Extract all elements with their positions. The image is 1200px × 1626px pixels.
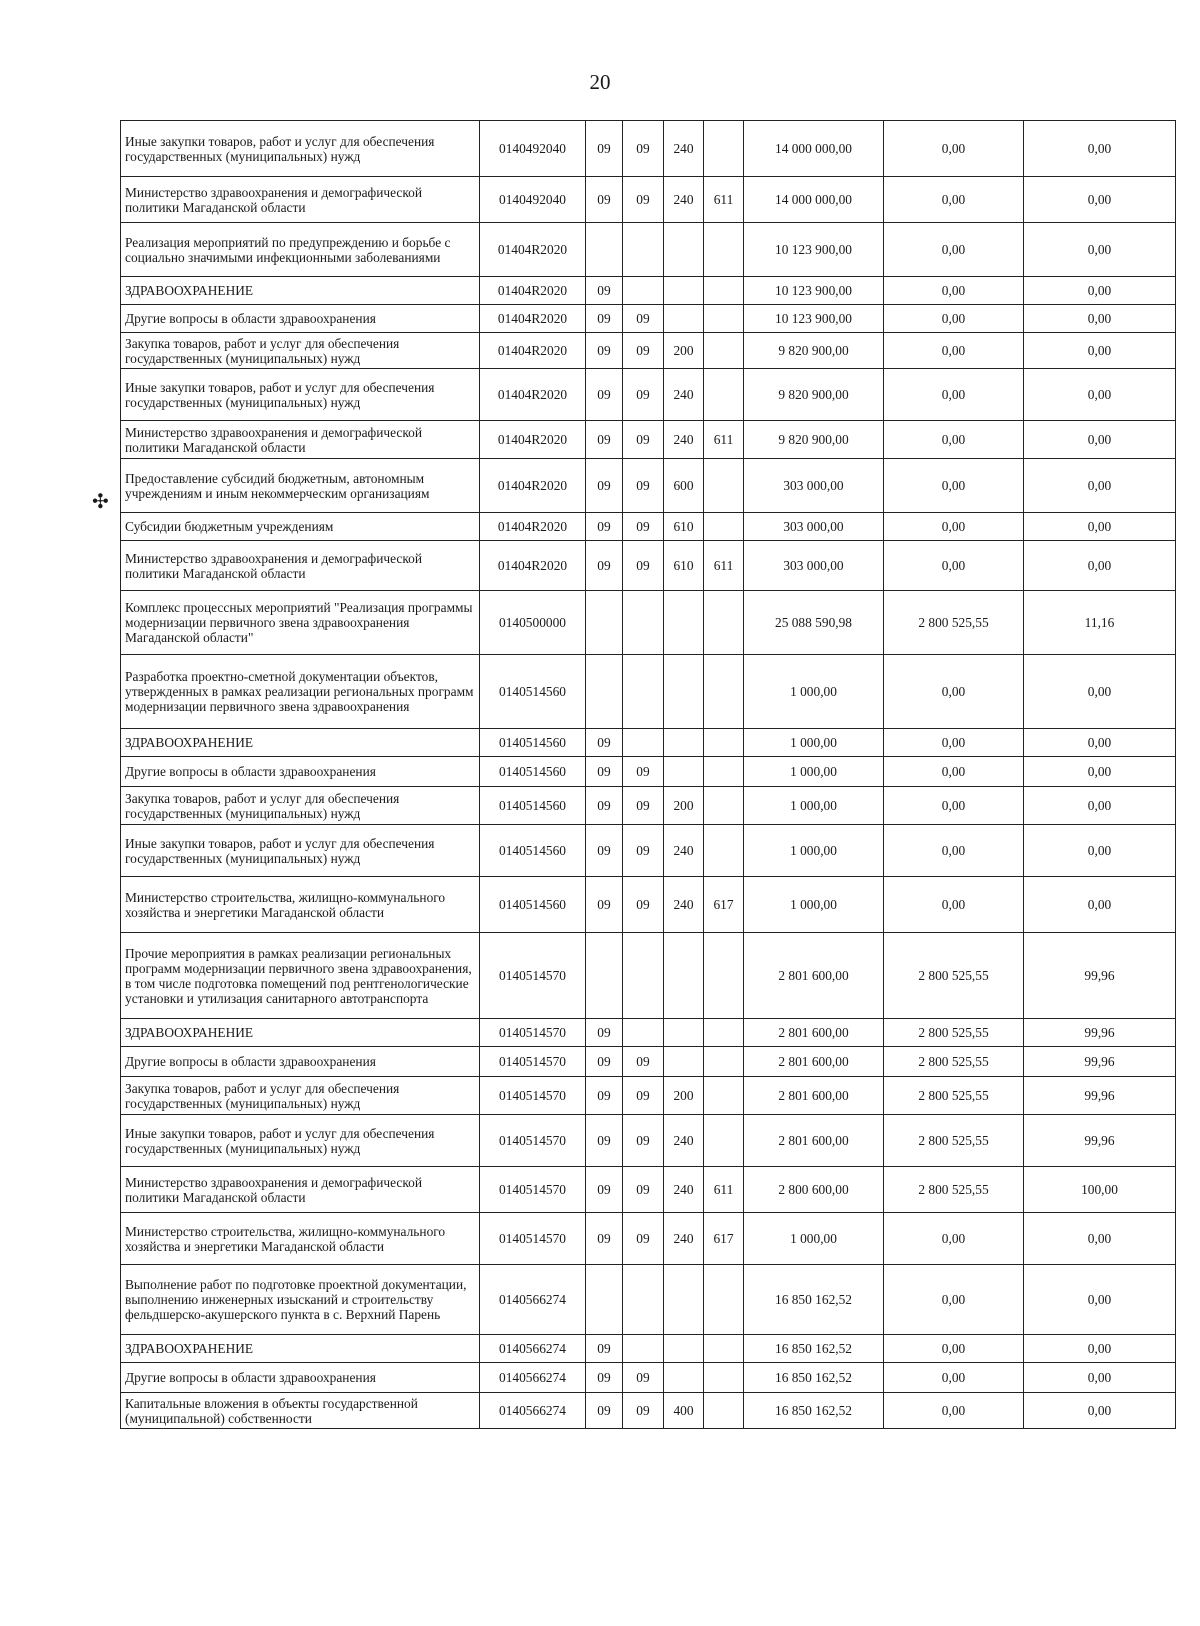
target-article-code: 0140514560 [480, 655, 586, 729]
target-article-code: 01404R2020 [480, 369, 586, 421]
actual-amount: 0,00 [884, 305, 1024, 333]
table-row [121, 333, 1176, 369]
actual-amount: 0,00 [884, 277, 1024, 305]
table-row [121, 1115, 1176, 1167]
row-name: Комплекс процессных мероприятий "Реализация программы модернизации первичного звена здравоохранения Магаданской области" [121, 591, 480, 655]
planned-amount: 303 000,00 [744, 459, 884, 513]
subsection-code [623, 1019, 664, 1047]
actual-amount: 2 800 525,55 [884, 1019, 1024, 1047]
actual-amount: 0,00 [884, 1213, 1024, 1265]
expense-type-code: 400 [664, 1393, 704, 1429]
subsection-code: 09 [623, 1115, 664, 1167]
target-article-code: 0140514570 [480, 1213, 586, 1265]
administrator-code: 611 [704, 1167, 744, 1213]
actual-amount: 0,00 [884, 223, 1024, 277]
administrator-code [704, 305, 744, 333]
row-name: Реализация мероприятий по предупреждению и борьбе с социально значимыми инфекционными заболеваниями [121, 223, 480, 277]
subsection-code [623, 933, 664, 1019]
execution-percent: 0,00 [1024, 1335, 1176, 1363]
table-row [121, 787, 1176, 825]
execution-percent: 0,00 [1024, 787, 1176, 825]
target-article-code: 0140566274 [480, 1363, 586, 1393]
expense-type-code [664, 223, 704, 277]
target-article-code: 0140514570 [480, 1019, 586, 1047]
expense-type-code [664, 277, 704, 305]
row-name: Иные закупки товаров, работ и услуг для обеспечения государственных (муниципальных) нужд [121, 369, 480, 421]
planned-amount: 1 000,00 [744, 825, 884, 877]
expense-type-code [664, 1265, 704, 1335]
row-name: Иные закупки товаров, работ и услуг для обеспечения государственных (муниципальных) нужд [121, 121, 480, 177]
execution-percent: 0,00 [1024, 223, 1176, 277]
section-code: 09 [586, 1115, 623, 1167]
execution-percent: 99,96 [1024, 1077, 1176, 1115]
administrator-code [704, 223, 744, 277]
planned-amount: 2 801 600,00 [744, 1115, 884, 1167]
expense-type-code [664, 1363, 704, 1393]
section-code: 09 [586, 333, 623, 369]
target-article-code: 0140566274 [480, 1335, 586, 1363]
administrator-code [704, 591, 744, 655]
expense-type-code: 200 [664, 787, 704, 825]
row-name: Министерство строительства, жилищно-коммунального хозяйства и энергетики Магаданской области [121, 1213, 480, 1265]
section-code: 09 [586, 1335, 623, 1363]
row-name: Министерство здравоохранения и демографической политики Магаданской области [121, 177, 480, 223]
subsection-code: 09 [623, 1077, 664, 1115]
section-code: 09 [586, 305, 623, 333]
administrator-code: 611 [704, 177, 744, 223]
expense-type-code: 240 [664, 1213, 704, 1265]
administrator-code [704, 277, 744, 305]
row-name: Закупка товаров, работ и услуг для обеспечения государственных (муниципальных) нужд [121, 333, 480, 369]
section-code: 09 [586, 825, 623, 877]
planned-amount: 16 850 162,52 [744, 1363, 884, 1393]
execution-percent: 0,00 [1024, 1213, 1176, 1265]
subsection-code: 09 [623, 1167, 664, 1213]
section-code: 09 [586, 1167, 623, 1213]
administrator-code [704, 333, 744, 369]
subsection-code: 09 [623, 541, 664, 591]
section-code [586, 591, 623, 655]
section-code: 09 [586, 1363, 623, 1393]
section-code: 09 [586, 369, 623, 421]
target-article-code: 01404R2020 [480, 421, 586, 459]
subsection-code: 09 [623, 513, 664, 541]
expense-type-code: 240 [664, 1115, 704, 1167]
execution-percent: 0,00 [1024, 877, 1176, 933]
section-code: 09 [586, 459, 623, 513]
actual-amount: 2 800 525,55 [884, 1047, 1024, 1077]
planned-amount: 14 000 000,00 [744, 121, 884, 177]
table-row [121, 1077, 1176, 1115]
expense-type-code [664, 1047, 704, 1077]
administrator-code [704, 121, 744, 177]
table-row [121, 541, 1176, 591]
expense-type-code: 200 [664, 333, 704, 369]
section-code: 09 [586, 787, 623, 825]
execution-percent: 0,00 [1024, 421, 1176, 459]
administrator-code: 611 [704, 541, 744, 591]
expense-type-code: 600 [664, 459, 704, 513]
row-name: Иные закупки товаров, работ и услуг для обеспечения государственных (муниципальных) нужд [121, 1115, 480, 1167]
row-name: Другие вопросы в области здравоохранения [121, 1363, 480, 1393]
row-name: Предоставление субсидий бюджетным, автономным учреждениям и иным некоммерческим организациям [121, 459, 480, 513]
expense-type-code [664, 1335, 704, 1363]
row-name: Субсидии бюджетным учреждениям [121, 513, 480, 541]
execution-percent: 0,00 [1024, 305, 1176, 333]
expense-type-code [664, 655, 704, 729]
execution-percent: 0,00 [1024, 1363, 1176, 1393]
execution-percent: 0,00 [1024, 333, 1176, 369]
administrator-code [704, 1363, 744, 1393]
table-row [121, 459, 1176, 513]
administrator-code [704, 1115, 744, 1167]
execution-percent: 0,00 [1024, 541, 1176, 591]
section-code: 09 [586, 541, 623, 591]
table-row [121, 757, 1176, 787]
execution-percent: 0,00 [1024, 729, 1176, 757]
budget-table [120, 120, 1176, 1429]
section-code [586, 933, 623, 1019]
expense-type-code [664, 305, 704, 333]
expense-type-code: 610 [664, 541, 704, 591]
expense-type-code: 200 [664, 1077, 704, 1115]
target-article-code: 0140514560 [480, 877, 586, 933]
section-code [586, 223, 623, 277]
section-code: 09 [586, 757, 623, 787]
planned-amount: 1 000,00 [744, 877, 884, 933]
actual-amount: 0,00 [884, 1265, 1024, 1335]
planned-amount: 1 000,00 [744, 757, 884, 787]
table-row [121, 369, 1176, 421]
actual-amount: 0,00 [884, 1393, 1024, 1429]
administrator-code [704, 459, 744, 513]
administrator-code [704, 729, 744, 757]
subsection-code [623, 729, 664, 757]
administrator-code [704, 655, 744, 729]
target-article-code: 0140514570 [480, 1047, 586, 1077]
target-article-code: 0140514570 [480, 1115, 586, 1167]
administrator-code [704, 513, 744, 541]
planned-amount: 2 800 600,00 [744, 1167, 884, 1213]
actual-amount: 2 800 525,55 [884, 1167, 1024, 1213]
administrator-code: 611 [704, 421, 744, 459]
subsection-code: 09 [623, 877, 664, 933]
expense-type-code: 240 [664, 825, 704, 877]
actual-amount: 0,00 [884, 421, 1024, 459]
subsection-code [623, 655, 664, 729]
expense-type-code: 610 [664, 513, 704, 541]
subsection-code: 09 [623, 757, 664, 787]
table-row [121, 1167, 1176, 1213]
planned-amount: 303 000,00 [744, 541, 884, 591]
subsection-code: 09 [623, 1363, 664, 1393]
execution-percent: 0,00 [1024, 121, 1176, 177]
table-row [121, 1265, 1176, 1335]
planned-amount: 2 801 600,00 [744, 933, 884, 1019]
row-name: ЗДРАВООХРАНЕНИЕ [121, 729, 480, 757]
section-code: 09 [586, 1047, 623, 1077]
target-article-code: 0140566274 [480, 1393, 586, 1429]
execution-percent: 0,00 [1024, 655, 1176, 729]
execution-percent: 0,00 [1024, 825, 1176, 877]
execution-percent: 0,00 [1024, 1393, 1176, 1429]
subsection-code: 09 [623, 421, 664, 459]
table-row [121, 421, 1176, 459]
administrator-code [704, 369, 744, 421]
actual-amount: 0,00 [884, 877, 1024, 933]
administrator-code [704, 1393, 744, 1429]
target-article-code: 01404R2020 [480, 333, 586, 369]
planned-amount: 16 850 162,52 [744, 1393, 884, 1429]
planned-amount: 10 123 900,00 [744, 223, 884, 277]
row-name: ЗДРАВООХРАНЕНИЕ [121, 277, 480, 305]
target-article-code: 0140514560 [480, 757, 586, 787]
row-name: Разработка проектно-сметной документации объектов, утвержденных в рамках реализации региональных программ модернизации первичного звена здравоохранения [121, 655, 480, 729]
subsection-code: 09 [623, 1213, 664, 1265]
row-name: Министерство строительства, жилищно-коммунального хозяйства и энергетики Магаданской области [121, 877, 480, 933]
subsection-code: 09 [623, 369, 664, 421]
subsection-code: 09 [623, 787, 664, 825]
row-name: ЗДРАВООХРАНЕНИЕ [121, 1335, 480, 1363]
row-name: Капитальные вложения в объекты государственной (муниципальной) собственности [121, 1393, 480, 1429]
execution-percent: 99,96 [1024, 1047, 1176, 1077]
actual-amount: 0,00 [884, 333, 1024, 369]
expense-type-code [664, 1019, 704, 1047]
actual-amount: 0,00 [884, 369, 1024, 421]
page-number: 20 [589, 70, 611, 94]
target-article-code: 0140492040 [480, 177, 586, 223]
table-row [121, 825, 1176, 877]
row-name: Другие вопросы в области здравоохранения [121, 305, 480, 333]
row-name: Министерство здравоохранения и демографической политики Магаданской области [121, 541, 480, 591]
planned-amount: 1 000,00 [744, 655, 884, 729]
section-code [586, 655, 623, 729]
subsection-code: 09 [623, 177, 664, 223]
execution-percent: 99,96 [1024, 1019, 1176, 1047]
subsection-code [623, 223, 664, 277]
expense-type-code: 240 [664, 877, 704, 933]
section-code [586, 1265, 623, 1335]
expense-type-code [664, 591, 704, 655]
planned-amount: 16 850 162,52 [744, 1335, 884, 1363]
administrator-code [704, 1077, 744, 1115]
administrator-code [704, 825, 744, 877]
subsection-code: 09 [623, 1393, 664, 1429]
expense-type-code: 240 [664, 369, 704, 421]
table-row [121, 177, 1176, 223]
actual-amount: 0,00 [884, 825, 1024, 877]
table-row [121, 1047, 1176, 1077]
actual-amount: 0,00 [884, 459, 1024, 513]
administrator-code [704, 757, 744, 787]
table-row [121, 121, 1176, 177]
expense-type-code: 240 [664, 177, 704, 223]
administrator-code [704, 933, 744, 1019]
subsection-code: 09 [623, 825, 664, 877]
section-code: 09 [586, 1393, 623, 1429]
section-code: 09 [586, 1019, 623, 1047]
actual-amount: 0,00 [884, 177, 1024, 223]
actual-amount: 2 800 525,55 [884, 1077, 1024, 1115]
actual-amount: 0,00 [884, 757, 1024, 787]
planned-amount: 1 000,00 [744, 729, 884, 757]
subsection-code [623, 591, 664, 655]
planned-amount: 14 000 000,00 [744, 177, 884, 223]
actual-amount: 2 800 525,55 [884, 1115, 1024, 1167]
target-article-code: 01404R2020 [480, 541, 586, 591]
row-name: Другие вопросы в области здравоохранения [121, 1047, 480, 1077]
execution-percent: 0,00 [1024, 757, 1176, 787]
target-article-code: 0140514570 [480, 1077, 586, 1115]
section-code: 09 [586, 277, 623, 305]
table-row [121, 655, 1176, 729]
administrator-code [704, 1047, 744, 1077]
subsection-code: 09 [623, 121, 664, 177]
target-article-code: 0140514560 [480, 825, 586, 877]
administrator-code [704, 1265, 744, 1335]
planned-amount: 2 801 600,00 [744, 1077, 884, 1115]
expense-type-code: 240 [664, 1167, 704, 1213]
table-row [121, 305, 1176, 333]
execution-percent: 0,00 [1024, 369, 1176, 421]
planned-amount: 9 820 900,00 [744, 421, 884, 459]
planned-amount: 1 000,00 [744, 1213, 884, 1265]
table-row [121, 1393, 1176, 1429]
target-article-code: 01404R2020 [480, 513, 586, 541]
row-name: Министерство здравоохранения и демографической политики Магаданской области [121, 421, 480, 459]
subsection-code: 09 [623, 333, 664, 369]
planned-amount: 25 088 590,98 [744, 591, 884, 655]
actual-amount: 2 800 525,55 [884, 933, 1024, 1019]
planned-amount: 2 801 600,00 [744, 1019, 884, 1047]
administrator-code [704, 787, 744, 825]
execution-percent: 0,00 [1024, 277, 1176, 305]
subsection-code: 09 [623, 459, 664, 513]
table-row [121, 591, 1176, 655]
execution-percent: 0,00 [1024, 459, 1176, 513]
target-article-code: 0140492040 [480, 121, 586, 177]
planned-amount: 16 850 162,52 [744, 1265, 884, 1335]
subsection-code [623, 277, 664, 305]
row-name: Закупка товаров, работ и услуг для обеспечения государственных (муниципальных) нужд [121, 1077, 480, 1115]
expense-type-code: 240 [664, 421, 704, 459]
actual-amount: 0,00 [884, 787, 1024, 825]
execution-percent: 0,00 [1024, 513, 1176, 541]
expense-type-code [664, 729, 704, 757]
target-article-code: 01404R2020 [480, 223, 586, 277]
row-name: Министерство здравоохранения и демографической политики Магаданской области [121, 1167, 480, 1213]
execution-percent: 100,00 [1024, 1167, 1176, 1213]
section-code: 09 [586, 729, 623, 757]
actual-amount: 0,00 [884, 513, 1024, 541]
table-row [121, 277, 1176, 305]
target-article-code: 0140514560 [480, 787, 586, 825]
actual-amount: 0,00 [884, 729, 1024, 757]
expense-type-code [664, 757, 704, 787]
section-code: 09 [586, 177, 623, 223]
subsection-code: 09 [623, 305, 664, 333]
administrator-code: 617 [704, 1213, 744, 1265]
table-row [121, 877, 1176, 933]
actual-amount: 0,00 [884, 541, 1024, 591]
section-code: 09 [586, 421, 623, 459]
row-name: Прочие мероприятия в рамках реализации региональных программ модернизации первичного звена здравоохранения, в том числе подготовка помещений под рентгенологические установки и утилизация санитарного автотранспорта [121, 933, 480, 1019]
planned-amount: 10 123 900,00 [744, 305, 884, 333]
administrator-code: 617 [704, 877, 744, 933]
actual-amount: 0,00 [884, 655, 1024, 729]
subsection-code [623, 1265, 664, 1335]
row-name: Другие вопросы в области здравоохранения [121, 757, 480, 787]
subsection-code [623, 1335, 664, 1363]
execution-percent: 0,00 [1024, 1265, 1176, 1335]
target-article-code: 0140514570 [480, 933, 586, 1019]
target-article-code: 01404R2020 [480, 459, 586, 513]
table-row [121, 223, 1176, 277]
table-row [121, 1213, 1176, 1265]
planned-amount: 303 000,00 [744, 513, 884, 541]
section-code: 09 [586, 877, 623, 933]
execution-percent: 0,00 [1024, 177, 1176, 223]
actual-amount: 0,00 [884, 1335, 1024, 1363]
administrator-code [704, 1019, 744, 1047]
row-name: Закупка товаров, работ и услуг для обеспечения государственных (муниципальных) нужд [121, 787, 480, 825]
planned-amount: 1 000,00 [744, 787, 884, 825]
planned-amount: 9 820 900,00 [744, 369, 884, 421]
planned-amount: 10 123 900,00 [744, 277, 884, 305]
table-row [121, 1335, 1176, 1363]
actual-amount: 2 800 525,55 [884, 591, 1024, 655]
section-code: 09 [586, 513, 623, 541]
target-article-code: 0140514560 [480, 729, 586, 757]
target-article-code: 01404R2020 [480, 277, 586, 305]
margin-mark: ✣ [92, 491, 109, 513]
table-row [121, 933, 1176, 1019]
planned-amount: 2 801 600,00 [744, 1047, 884, 1077]
execution-percent: 99,96 [1024, 1115, 1176, 1167]
section-code: 09 [586, 121, 623, 177]
row-name: Выполнение работ по подготовке проектной документации, выполнению инженерных изысканий и строительству фельдшерско-акушерского пункта в с. Верхний Парень [121, 1265, 480, 1335]
subsection-code: 09 [623, 1047, 664, 1077]
execution-percent: 99,96 [1024, 933, 1176, 1019]
table-row [121, 1019, 1176, 1047]
row-name: Иные закупки товаров, работ и услуг для обеспечения государственных (муниципальных) нужд [121, 825, 480, 877]
table-row [121, 513, 1176, 541]
table-row [121, 1363, 1176, 1393]
expense-type-code [664, 933, 704, 1019]
expense-type-code: 240 [664, 121, 704, 177]
target-article-code: 0140500000 [480, 591, 586, 655]
actual-amount: 0,00 [884, 1363, 1024, 1393]
target-article-code: 0140514570 [480, 1167, 586, 1213]
section-code: 09 [586, 1077, 623, 1115]
administrator-code [704, 1335, 744, 1363]
execution-percent: 11,16 [1024, 591, 1176, 655]
target-article-code: 0140566274 [480, 1265, 586, 1335]
target-article-code: 01404R2020 [480, 305, 586, 333]
table-row [121, 729, 1176, 757]
row-name: ЗДРАВООХРАНЕНИЕ [121, 1019, 480, 1047]
planned-amount: 9 820 900,00 [744, 333, 884, 369]
actual-amount: 0,00 [884, 121, 1024, 177]
section-code: 09 [586, 1213, 623, 1265]
